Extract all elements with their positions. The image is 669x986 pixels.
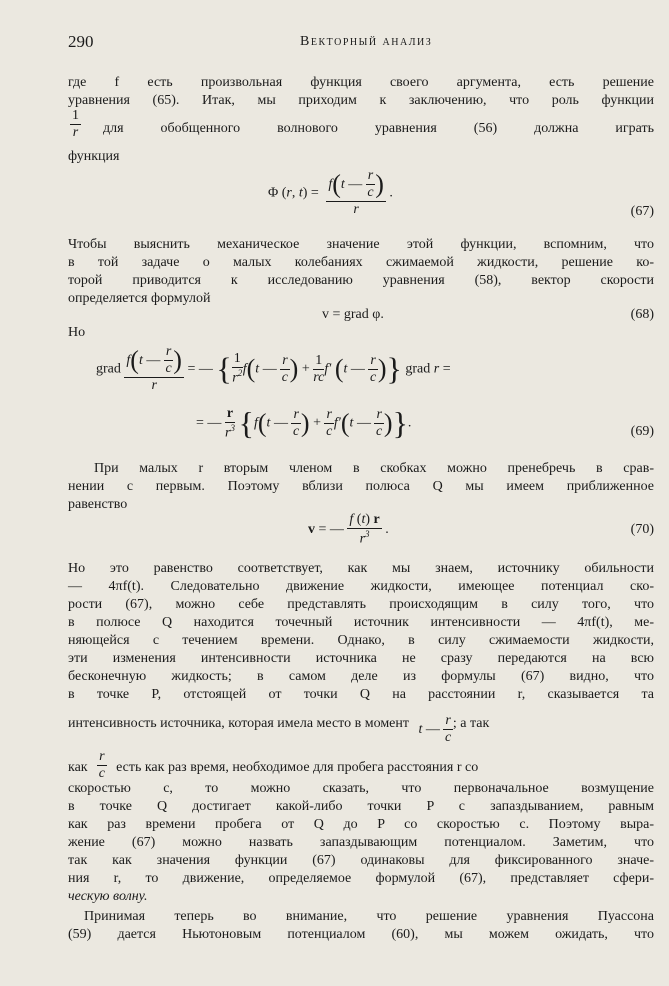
running-head: Векторный анализ (300, 34, 433, 49)
text-segment: как (68, 760, 88, 776)
text-line: равенство (68, 497, 128, 512)
text-segment: ; а так (452, 715, 490, 731)
text-line: эти изменения интенсивности источника не сразу передаются на всю (68, 651, 654, 666)
page-header (0, 32, 669, 56)
text-line: как $\frac{r}{c}$ есть как раз время, необходимое для пробега расстояния r со (68, 749, 479, 782)
text-line: нении с первым. Поэтому вблизи полюса Q мы имеем приближенное (68, 479, 654, 494)
text-line: Принимая теперь во внимание, что решение уравнения Пуассона (84, 909, 654, 924)
text-line: Чтобы выяснить механическое значение этой функции, вспомним, что (68, 237, 654, 252)
text-segment: интенсивность источника, которая имела место в момент (68, 715, 410, 731)
text-line: При малых r вторым членом в скобках можно пренебречь в срав- (94, 461, 654, 476)
text-line: для обобщенного волнового уравнения (56) должна играть (103, 121, 654, 136)
text-line: рости (67), можно себе представлять происходящим в силу того, что (68, 597, 654, 612)
text-line: — 4πf(t). Следовательно движение жидкости, имеющее потенциал ско- (68, 579, 654, 594)
text-line: торой приводится к исследованию уравнения (58), вектор скорости (68, 273, 654, 288)
text-line: где f есть произвольная функция своего аргумента, есть решение (68, 75, 654, 90)
equation-69-line-1: grad f(t — $\frac{r}{c}$ ) r = — { $\frac{1}{r^2}$ f(t — $\frac{r}{c}$ ) + $\frac{1}{rc}$ f′ (t — $\frac{r}{c}$ )} grad r = (96, 344, 451, 394)
text-line: в той задаче о малых колебаниях сжимаемой жидкости, решение ко- (68, 255, 654, 270)
text-line: ния r, то движение, определяемое формулой (67), представляет сфери- (68, 871, 654, 886)
text-line: уравнения (65). Итак, мы приходим к заключению, что роль функции (68, 93, 654, 108)
text-line: в точке P, отстоящей от точки Q на расстоянии r, сказывается та (68, 687, 654, 702)
equation-70: v = — $\frac{f (t) r}{r^3}$ . (308, 512, 389, 547)
text-line: Но (68, 325, 86, 340)
text-line: так как значения функции (67) одинаковы для фиксированного значе- (68, 853, 654, 868)
text-segment: есть как раз время, необходимое для пробега расстояния r со (116, 760, 479, 776)
equation-68: v = grad φ. (322, 307, 384, 322)
text-line: няющейся с течением времени. Однако, в силу сжимаемости жидкости, (68, 633, 654, 648)
text-line: скоростью c, то можно сказать, что первоначальное возмущение (68, 781, 654, 796)
text-line: бесконечную жидкость; в самом деле из формулы (67) видно, что (68, 669, 654, 684)
text-line: в полюсе Q находится точечный источник интенсивности — 4πf(t), ме- (68, 615, 654, 630)
text-line: (59) дается Ньютоновым потенциалом (60), мы можем ожидать, что (68, 927, 654, 942)
fraction-1-over-r: $\frac{1}{r}$ (72, 108, 79, 141)
equation-number: (67) (630, 204, 654, 219)
page-number: 290 (68, 32, 94, 51)
text-line: определяется формулой (68, 291, 211, 306)
equation-number: (68) (630, 307, 654, 322)
text-line: жение (67) можно назвать запаздывающим потенциалом. Заметим, что (68, 835, 654, 850)
text-line: функция (68, 149, 120, 164)
equation-number: (70) (630, 522, 654, 537)
text-line: ческую волну. (68, 889, 148, 904)
equation-69-line-2: = — $\frac{r}{r^3}$ {f(t — $\frac{r}{c}$ ) + $\frac{r}{c}$ f′(t — $\frac{r}{c}$ )}. (196, 405, 412, 441)
text-line: как раз времени пробега от Q до P со скоростью c. Поэтому выра- (68, 817, 654, 832)
text-line: Но это равенство соответствует, как мы знаем, источнику обильности (68, 561, 654, 576)
text-line: интенсивность источника, которая имела место в момент t — $\frac{r}{c}$ ; а так (68, 713, 490, 746)
text-line: в точке Q достигает какой-либо точки P с запаздыванием, равным (68, 799, 654, 814)
equation-number: (69) (630, 424, 654, 439)
equation-67: Φ (r, t) = f(t — $\frac{r}{c}$ ) r . (268, 168, 393, 218)
